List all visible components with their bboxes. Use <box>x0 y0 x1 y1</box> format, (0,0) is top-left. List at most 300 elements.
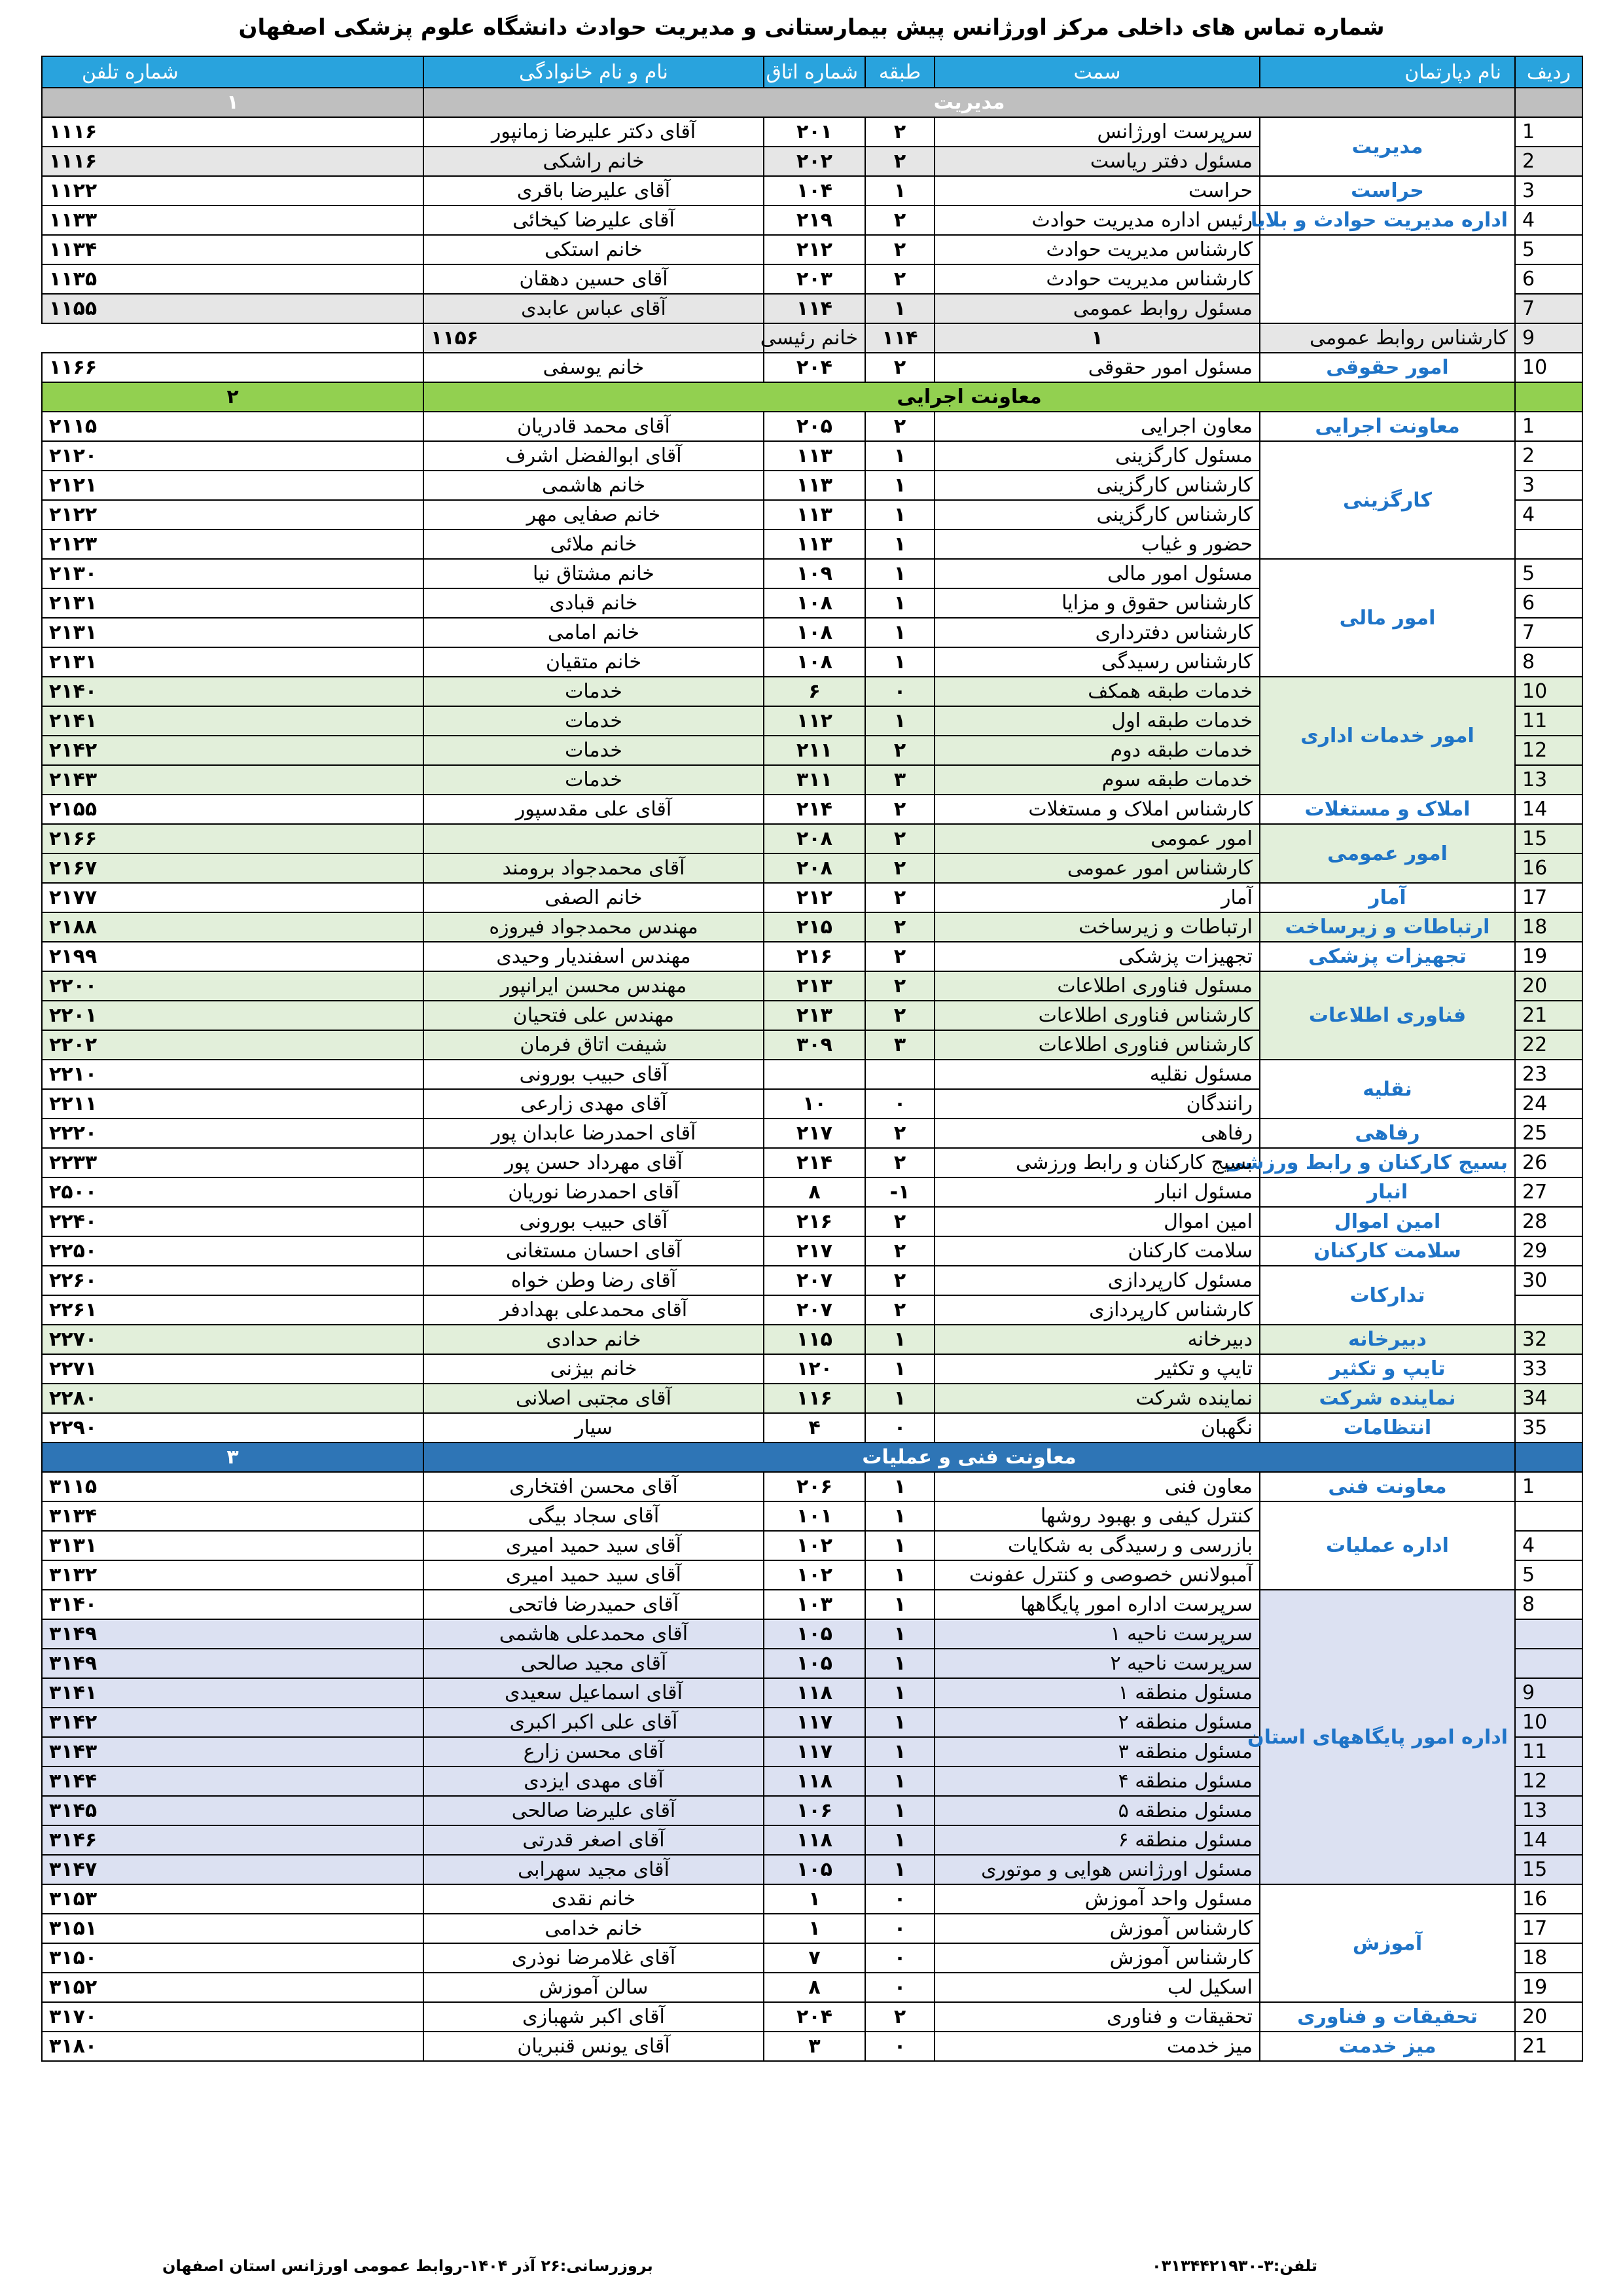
row-number-cell: 29 <box>1515 1236 1582 1266</box>
role-cell: مسئول منطقه ۲ <box>935 1708 1260 1737</box>
row-number-cell: 26 <box>1515 1148 1582 1177</box>
role-cell: بازرسی و رسیدگی به شکایات <box>935 1531 1260 1560</box>
person-name-cell: خانم راشکی <box>423 147 764 176</box>
table-row <box>42 176 1582 206</box>
person-name-cell: خانم نقدی <box>423 1884 764 1914</box>
room-cell: ۲۰۶ <box>764 1472 865 1501</box>
person-name-cell: خانم ملائی <box>423 529 764 559</box>
room-cell: ۳ <box>764 2032 865 2061</box>
floor-cell: ۱ <box>865 1531 935 1560</box>
person-name-cell: آقای علیرضا صالحی <box>423 1796 764 1825</box>
table-row <box>42 824 1582 853</box>
phone-cell: ۱۱۶۶ <box>42 353 423 382</box>
table-row <box>42 2002 1582 2032</box>
table-row <box>42 1501 1582 1531</box>
row-number-cell: 1 <box>1515 1472 1582 1501</box>
department-cell: دبیرخانه <box>1260 1325 1515 1354</box>
role-cell: معاون اجرایی <box>935 412 1260 441</box>
phone-cell: ۳۱۴۴ <box>42 1767 423 1796</box>
floor-cell: ۱ <box>865 1796 935 1825</box>
person-name-cell: خدمات <box>423 765 764 795</box>
row-number-cell: 5 <box>1515 1560 1582 1590</box>
role-cell: کارشناس مدیریت حوادث <box>935 264 1260 294</box>
room-cell: ۲۰۱ <box>764 117 865 147</box>
floor-cell: ۲ <box>865 206 935 235</box>
floor-cell: ۳ <box>865 1030 935 1060</box>
floor-cell: ۱ <box>865 500 935 529</box>
phone-cell: ۱۱۲۲ <box>42 176 423 206</box>
section-spacer <box>1515 88 1582 117</box>
person-name-cell: خانم مشتاق نیا <box>423 559 764 588</box>
room-cell: ۲۱۳ <box>764 1001 865 1030</box>
row-number-cell: 18 <box>1515 912 1582 942</box>
floor-cell: ۲ <box>865 1148 935 1177</box>
table-row <box>42 559 1582 588</box>
floor-cell: ۱ <box>865 1678 935 1708</box>
table-row <box>42 1354 1582 1384</box>
table-row <box>42 1207 1582 1236</box>
role-cell: کارشناس حقوق و مزایا <box>935 588 1260 618</box>
phone-cell: ۲۱۲۱ <box>42 471 423 500</box>
person-name-cell: خانم امامی <box>423 618 764 647</box>
phone-cell: ۲۱۶۶ <box>42 824 423 853</box>
phone-cell: ۳۱۳۲ <box>42 1560 423 1590</box>
role-cell: کارشناس کارگزینی <box>935 500 1260 529</box>
person-name-cell: آقای محمدجواد برومند <box>423 853 764 883</box>
room-cell: ۸ <box>764 1973 865 2002</box>
row-number-cell: 11 <box>1515 706 1582 736</box>
phone-cell: ۲۲۵۰ <box>42 1236 423 1266</box>
row-number-cell: 11 <box>1515 1737 1582 1767</box>
floor-cell: ۱ <box>865 1649 935 1678</box>
row-number-cell: 2 <box>1515 441 1582 471</box>
person-name-cell: آقای محسن افتخاری <box>423 1472 764 1501</box>
room-cell: ۲۱۴ <box>764 795 865 824</box>
table-row <box>42 1236 1582 1266</box>
phone-cell: ۲۱۴۳ <box>42 765 423 795</box>
phone-cell: ۲۱۶۷ <box>42 853 423 883</box>
role-cell: حراست <box>935 176 1260 206</box>
room-cell: ۱۰۳ <box>764 1590 865 1619</box>
person-name-cell: آقای احمدرضا نوریان <box>423 1177 764 1207</box>
department-cell: اداره مدیریت حوادث و بلایا <box>1260 206 1515 235</box>
role-cell: مسئول روابط عمومی <box>935 294 1260 323</box>
role-cell: رفاهی <box>935 1119 1260 1148</box>
row-number-cell: 6 <box>1515 588 1582 618</box>
floor-cell: ۲ <box>865 824 935 853</box>
room-cell: ۱۰۸ <box>764 647 865 677</box>
person-name-cell: سالن آموزش <box>423 1973 764 2002</box>
phone-cell: ۲۲۱۰ <box>42 1060 423 1089</box>
table-row <box>42 353 1582 382</box>
header-role: سمت <box>935 56 1260 88</box>
person-name-cell: آقای مجید صالحی <box>423 1649 764 1678</box>
room-cell: ۲۱۵ <box>764 912 865 942</box>
floor-cell: ۱ <box>865 1560 935 1590</box>
row-number-cell: 13 <box>1515 1796 1582 1825</box>
floor-cell: ۲ <box>865 1001 935 1030</box>
person-name-cell: آقای سجاد بیگی <box>423 1501 764 1531</box>
person-name-cell: آقای حبیب بورونی <box>423 1060 764 1089</box>
row-number-cell: 9 <box>1515 1678 1582 1708</box>
floor-cell: ۲ <box>865 117 935 147</box>
department-cell: سلامت کارکنان <box>1260 1236 1515 1266</box>
floor-cell: ۱ <box>865 1590 935 1619</box>
page-title: شماره تماس های داخلی مرکز اورژانس پیش بیمارستانی و مدیریت حوادث دانشگاه علوم پزشکی اصفهان <box>238 14 1385 41</box>
row-number-cell: 17 <box>1515 883 1582 912</box>
room-cell: ۲۱۶ <box>764 942 865 971</box>
person-name-cell: مهندس محمدجواد فیروزه <box>423 912 764 942</box>
role-cell: تایپ و تکثیر <box>935 1354 1260 1384</box>
room-cell: ۱۰۶ <box>764 1796 865 1825</box>
floor-cell: ۲ <box>865 412 935 441</box>
row-number-cell: 8 <box>1515 1590 1582 1619</box>
phone-cell: ۲۵۰۰ <box>42 1177 423 1207</box>
phone-cell: ۲۱۳۱ <box>42 588 423 618</box>
person-name-cell: آقای مهدی زارعی <box>423 1089 764 1119</box>
person-name-cell: شیفت اتاق فرمان <box>423 1030 764 1060</box>
room-cell: ۱۰۴ <box>764 176 865 206</box>
phone-cell: ۲۲۸۰ <box>42 1384 423 1413</box>
section-spacer <box>1515 1443 1582 1472</box>
role-cell: مسئول فناوری اطلاعات <box>935 971 1260 1001</box>
floor-cell: ۲ <box>865 736 935 765</box>
floor-cell: ۲ <box>865 1266 935 1295</box>
row-number-cell: 18 <box>1515 1943 1582 1973</box>
floor-cell: ۱ <box>865 1354 935 1384</box>
department-cell: کارگزینی <box>1260 441 1515 559</box>
room-cell: ۱۱۲ <box>764 706 865 736</box>
room-cell: ۲۱۷ <box>764 1236 865 1266</box>
phone-cell: ۲۲۷۰ <box>42 1325 423 1354</box>
department-cell: نقلیه <box>1260 1060 1515 1119</box>
role-cell: رانندگان <box>935 1089 1260 1119</box>
room-cell: ۱۱۳ <box>764 529 865 559</box>
person-name-cell: مهندس اسفندیار وحیدی <box>423 942 764 971</box>
role-cell: دبیرخانه <box>935 1325 1260 1354</box>
floor-cell: ۱ <box>865 647 935 677</box>
room-cell <box>764 1060 865 1089</box>
room-cell: ۲۰۵ <box>764 412 865 441</box>
row-number-cell: 20 <box>1515 971 1582 1001</box>
section-header <box>42 382 1582 412</box>
role-cell: مسئول نقلیه <box>935 1060 1260 1089</box>
phone-cell: ۳۱۵۲ <box>42 1973 423 2002</box>
row-number-cell: 33 <box>1515 1354 1582 1384</box>
floor-cell: ۱ <box>865 706 935 736</box>
person-name-cell: آقای سید حمید امیری <box>423 1531 764 1560</box>
room-cell: ۸ <box>764 1177 865 1207</box>
table-row <box>42 912 1582 942</box>
table-row <box>42 1384 1582 1413</box>
role-cell: سرپرست ناحیه ۱ <box>935 1619 1260 1649</box>
department-cell: بسیج کارکنان و رابط ورزشی <box>1260 1148 1515 1177</box>
person-name-cell: خدمات <box>423 706 764 736</box>
person-name-cell: آقای دکتر علیرضا زمانپور <box>423 117 764 147</box>
person-name-cell: آقای علی مقدسپور <box>423 795 764 824</box>
role-cell: مسئول منطقه ۱ <box>935 1678 1260 1708</box>
floor-cell: ۲ <box>865 1119 935 1148</box>
room-cell: ۲۰۲ <box>764 147 865 176</box>
department-cell: اداره امور پایگاههای استان <box>1260 1590 1515 1884</box>
contacts-table <box>41 56 1583 2062</box>
table-row <box>42 883 1582 912</box>
person-name-cell: آقای اسماعیل سعیدی <box>423 1678 764 1708</box>
footer-phone-number: تلفن:۳-۰۳۱۳۴۴۲۱۹۳۰ <box>1152 2257 1318 2275</box>
row-number-cell: 34 <box>1515 1384 1582 1413</box>
role-cell: خدمات طبقه همکف <box>935 677 1260 706</box>
person-name-cell: آقای احسان مستغانی <box>423 1236 764 1266</box>
floor-cell: ۱ <box>865 1767 935 1796</box>
floor-cell: ۱ <box>865 441 935 471</box>
floor-cell: ۱ <box>865 1384 935 1413</box>
section-code: ۳ <box>42 1443 423 1472</box>
role-cell: مسئول دفتر ریاست <box>935 147 1260 176</box>
room-cell: ۱۱۸ <box>764 1678 865 1708</box>
person-name-cell: آقای حسین دهقان <box>423 264 764 294</box>
row-number-cell: 10 <box>1515 677 1582 706</box>
floor-cell: ۱ <box>865 1472 935 1501</box>
department-cell: امور حقوقی <box>1260 353 1515 382</box>
role-cell: آمبولانس خصوصی و کنترل عفونت <box>935 1560 1260 1590</box>
row-number-cell: 30 <box>1515 1266 1582 1295</box>
department-cell: امین اموال <box>1260 1207 1515 1236</box>
department-cell: امور عمومی <box>1260 824 1515 883</box>
room-cell: ۲۰۳ <box>764 264 865 294</box>
phone-cell: ۳۱۴۰ <box>42 1590 423 1619</box>
table-row <box>42 1413 1582 1443</box>
role-cell: خدمات طبقه دوم <box>935 736 1260 765</box>
row-number-cell: 16 <box>1515 853 1582 883</box>
floor-cell: ۲ <box>865 883 935 912</box>
role-cell: کارشناس روابط عمومی <box>1260 323 1515 353</box>
floor-cell: ۱ <box>865 1619 935 1649</box>
role-cell: مسئول امور حقوقی <box>935 353 1260 382</box>
row-number-cell: 19 <box>1515 1973 1582 2002</box>
row-number-cell: 25 <box>1515 1119 1582 1148</box>
phone-cell: ۳۱۴۶ <box>42 1825 423 1855</box>
table-row <box>42 2032 1582 2061</box>
role-cell: تجهیزات پزشکی <box>935 942 1260 971</box>
department-cell: آموزش <box>1260 1884 1515 2002</box>
row-number-cell: 4 <box>1515 1531 1582 1560</box>
person-name-cell: خانم هاشمی <box>423 471 764 500</box>
room-cell: ۳۰۹ <box>764 1030 865 1060</box>
section-header <box>42 88 1582 117</box>
phone-cell: ۲۲۳۳ <box>42 1148 423 1177</box>
row-number-cell: 19 <box>1515 942 1582 971</box>
phone-cell: ۲۲۶۱ <box>42 1295 423 1325</box>
room-cell: ۱۱۳ <box>764 441 865 471</box>
person-name-cell: آقای حمیدرضا فاتحی <box>423 1590 764 1619</box>
phone-cell: ۲۲۱۱ <box>42 1089 423 1119</box>
room-cell: ۱۰۵ <box>764 1619 865 1649</box>
row-number-cell: 21 <box>1515 2032 1582 2061</box>
role-cell: بسیج کارکنان و رابط ورزشی <box>935 1148 1260 1177</box>
room-cell: ۲۰۷ <box>764 1266 865 1295</box>
role-cell: کارشناس فناوری اطلاعات <box>935 1001 1260 1030</box>
person-name-cell: خانم رئیسی <box>764 323 865 353</box>
room-cell: ۱۱۸ <box>764 1825 865 1855</box>
section-name: معاونت اجرایی <box>423 382 1515 412</box>
role-cell: تحقیقات و فناوری <box>935 2002 1260 2032</box>
floor-cell: ۰ <box>865 1914 935 1943</box>
phone-cell: ۳۱۵۰ <box>42 1943 423 1973</box>
department-cell: تحقیقات و فناوری <box>1260 2002 1515 2032</box>
table-row <box>42 235 1582 264</box>
role-cell: رئیس اداره مدیریت حوادث <box>935 206 1260 235</box>
floor-cell: ۲ <box>865 147 935 176</box>
role-cell: میز خدمت <box>935 2032 1260 2061</box>
phone-cell: ۲۲۲۰ <box>42 1119 423 1148</box>
floor-cell: ۲ <box>865 264 935 294</box>
row-number-cell: 7 <box>1515 618 1582 647</box>
section-header <box>42 1443 1582 1472</box>
department-cell: معاونت فنی <box>1260 1472 1515 1501</box>
role-cell: مسئول منطقه ۴ <box>935 1767 1260 1796</box>
row-number-cell: 27 <box>1515 1177 1582 1207</box>
floor-cell: ۱- <box>865 1177 935 1207</box>
phone-cell: ۱۱۱۶ <box>42 117 423 147</box>
person-name-cell: آقای سید حمید امیری <box>423 1560 764 1590</box>
person-name-cell: آقای اصغر قدرتی <box>423 1825 764 1855</box>
floor-cell: ۱ <box>865 588 935 618</box>
row-number-cell <box>1515 1649 1582 1678</box>
row-number-cell: 28 <box>1515 1207 1582 1236</box>
table-row <box>42 1884 1582 1914</box>
floor-cell: ۰ <box>865 1413 935 1443</box>
role-cell: مسئول منطقه ۶ <box>935 1825 1260 1855</box>
phone-cell: ۳۱۳۴ <box>42 1501 423 1531</box>
header-floor: طبقه <box>865 56 935 88</box>
room-cell: ۴ <box>764 1413 865 1443</box>
phone-cell: ۱۱۳۴ <box>42 235 423 264</box>
person-name-cell: خانم صفایی مهر <box>423 500 764 529</box>
role-cell: کارشناس امور عمومی <box>935 853 1260 883</box>
table-row <box>42 1119 1582 1148</box>
department-cell: انبار <box>1260 1177 1515 1207</box>
phone-cell: ۲۱۲۰ <box>42 441 423 471</box>
phone-cell: ۲۲۷۱ <box>42 1354 423 1384</box>
role-cell: مسئول امور مالی <box>935 559 1260 588</box>
role-cell: کارشناس مدیریت حوادث <box>935 235 1260 264</box>
row-number-cell: 16 <box>1515 1884 1582 1914</box>
person-name-cell: آقای حبیب بورونی <box>423 1207 764 1236</box>
room-cell: ۲۱۱ <box>764 736 865 765</box>
room-cell: ۱۱۳ <box>764 471 865 500</box>
floor-cell: ۲ <box>865 1236 935 1266</box>
floor-cell: ۱ <box>865 618 935 647</box>
row-number-cell: 12 <box>1515 1767 1582 1796</box>
department-cell: املاک و مستغلات <box>1260 795 1515 824</box>
room-cell: ۲۱۶ <box>764 1207 865 1236</box>
row-number-cell: 15 <box>1515 1855 1582 1884</box>
table-row <box>42 412 1582 441</box>
person-name-cell: خانم بیژنی <box>423 1354 764 1384</box>
table-row <box>42 1325 1582 1354</box>
role-cell: کارشناس فناوری اطلاعات <box>935 1030 1260 1060</box>
person-name-cell: سیار <box>423 1413 764 1443</box>
table-row <box>42 206 1582 235</box>
room-cell: ۱۱۶ <box>764 1384 865 1413</box>
phone-cell: ۲۲۰۰ <box>42 971 423 1001</box>
room-cell: ۱۱۳ <box>764 500 865 529</box>
floor-cell: ۲ <box>865 2002 935 2032</box>
person-name-cell <box>423 824 764 853</box>
person-name-cell: آقای غلامرضا نوذری <box>423 1943 764 1973</box>
room-cell: ۱۰۲ <box>764 1560 865 1590</box>
department-cell: فناوری اطلاعات <box>1260 971 1515 1060</box>
floor-cell: ۱ <box>865 1855 935 1884</box>
header-room: شماره اتاق <box>764 56 865 88</box>
phone-cell: ۲۱۷۷ <box>42 883 423 912</box>
phone-cell: ۳۱۴۹ <box>42 1649 423 1678</box>
role-cell: کارشناس دفترداری <box>935 618 1260 647</box>
phone-cell: ۱۱۵۶ <box>423 323 764 353</box>
role-cell: کارشناس آموزش <box>935 1914 1260 1943</box>
department-cell: ارتباطات و زیرساخت <box>1260 912 1515 942</box>
row-number-cell: 10 <box>1515 1708 1582 1737</box>
phone-cell: ۲۲۶۰ <box>42 1266 423 1295</box>
room-cell: ۶ <box>764 677 865 706</box>
person-name-cell: آقای یونس قنبریان <box>423 2032 764 2061</box>
phone-cell: ۳۱۳۱ <box>42 1531 423 1560</box>
table-row <box>42 1266 1582 1295</box>
phone-cell: ۳۱۴۵ <box>42 1796 423 1825</box>
room-cell: ۲۰۷ <box>764 1295 865 1325</box>
table-row <box>42 323 1582 353</box>
role-cell: خدمات طبقه اول <box>935 706 1260 736</box>
phone-cell: ۲۱۸۸ <box>42 912 423 942</box>
department-cell: تایپ و تکثیر <box>1260 1354 1515 1384</box>
floor-cell: ۰ <box>865 2032 935 2061</box>
phone-cell: ۲۱۹۹ <box>42 942 423 971</box>
room-cell: ۲۰۴ <box>764 2002 865 2032</box>
table-row <box>42 677 1582 706</box>
row-number-cell: 6 <box>1515 264 1582 294</box>
room-cell: ۱ <box>764 1884 865 1914</box>
person-name-cell: آقای مهرداد حسن پور <box>423 1148 764 1177</box>
row-number-cell: 22 <box>1515 1030 1582 1060</box>
person-name-cell: آقای مجتبی اصلانی <box>423 1384 764 1413</box>
table-body <box>42 88 1582 2061</box>
phone-cell: ۳۱۴۹ <box>42 1619 423 1649</box>
row-number-cell: 10 <box>1515 353 1582 382</box>
row-number-cell: 20 <box>1515 2002 1582 2032</box>
phone-cell: ۳۱۷۰ <box>42 2002 423 2032</box>
floor-cell: ۱ <box>865 1825 935 1855</box>
person-name-cell: خدمات <box>423 736 764 765</box>
phone-cell: ۱۱۱۶ <box>42 147 423 176</box>
room-cell: ۲۱۲ <box>764 883 865 912</box>
room-cell: ۲۱۳ <box>764 971 865 1001</box>
room-cell: ۲۱۴ <box>764 1148 865 1177</box>
floor-cell: ۱ <box>865 1737 935 1767</box>
phone-cell: ۲۲۹۰ <box>42 1413 423 1443</box>
phone-cell: ۲۲۰۱ <box>42 1001 423 1030</box>
header-name: نام و نام خانوادگی <box>423 56 764 88</box>
table-row <box>42 1177 1582 1207</box>
phone-cell: ۲۱۵۵ <box>42 795 423 824</box>
floor-cell: ۲ <box>865 971 935 1001</box>
phone-cell: ۲۱۲۲ <box>42 500 423 529</box>
role-cell: سرپرست اداره امور پایگاهها <box>935 1590 1260 1619</box>
phone-cell: ۲۱۴۱ <box>42 706 423 736</box>
room-cell: ۲۰۸ <box>764 853 865 883</box>
floor-cell: ۲ <box>865 912 935 942</box>
phone-cell: ۲۱۲۳ <box>42 529 423 559</box>
role-cell: امور عمومی <box>935 824 1260 853</box>
